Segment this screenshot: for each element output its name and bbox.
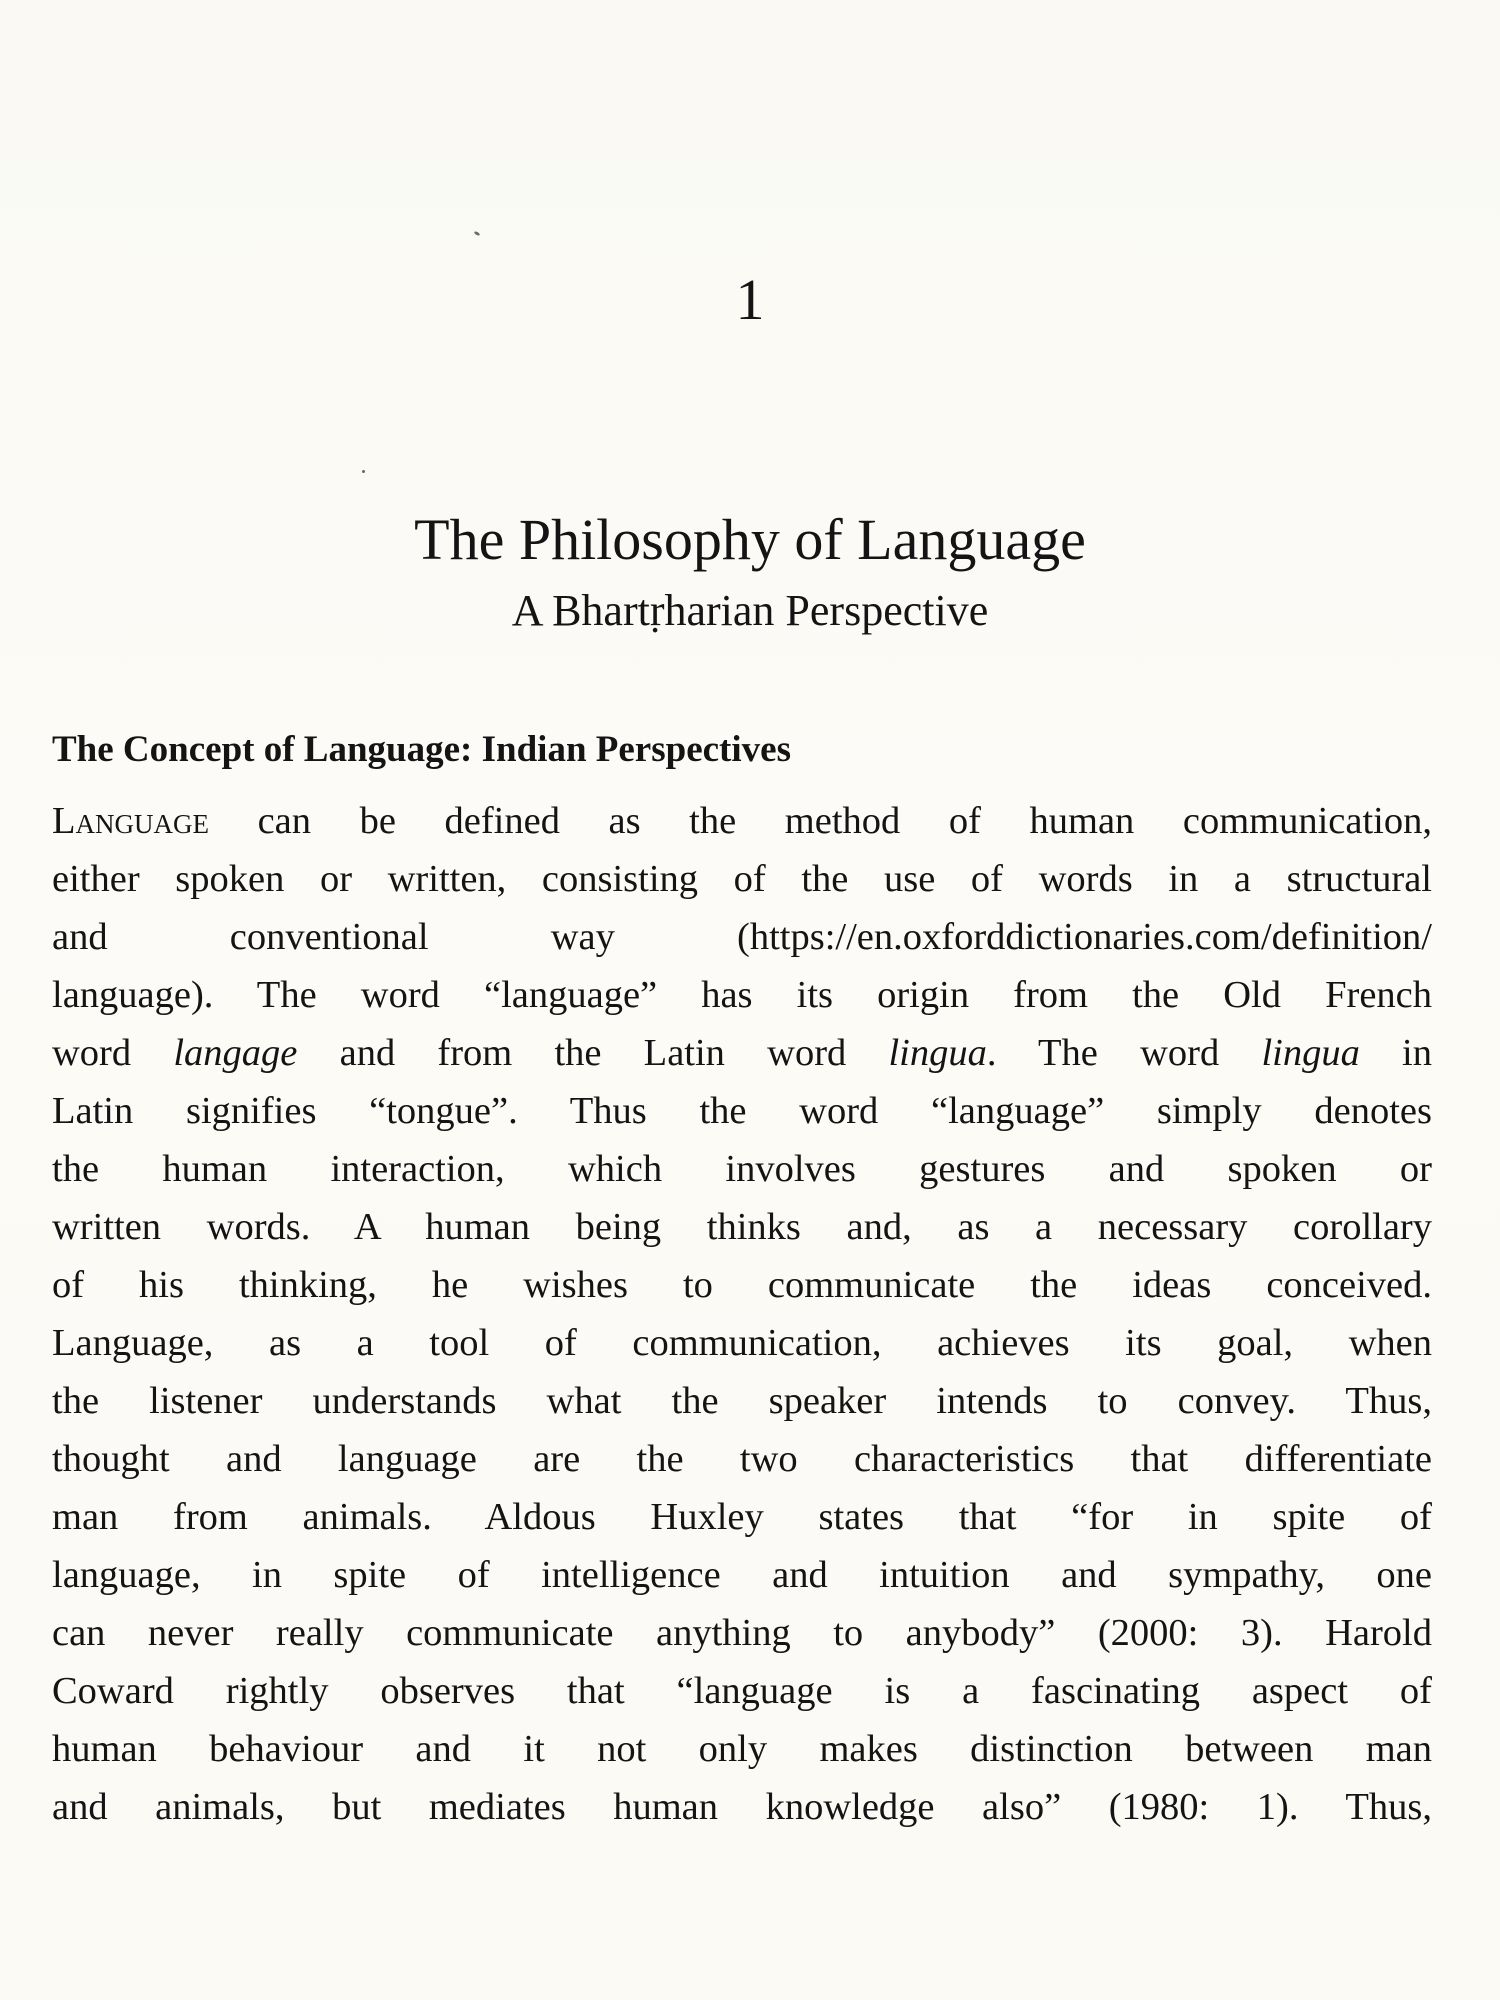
- chapter-subtitle: A Bhartṛharian Perspective: [511, 586, 989, 635]
- body-line: the human interaction, which involves gestures and spoken or: [52, 1148, 1432, 1190]
- body-line: man from animals. Aldous Huxley states that “for in spite of: [52, 1496, 1432, 1538]
- italic-term: lingua: [1261, 1032, 1360, 1074]
- body-line: language). The word “language” has its origin from the Old French: [52, 974, 1432, 1016]
- body-line: the listener understands what the speaker intends to convey. Thus,: [52, 1380, 1432, 1422]
- body-text: and from the Latin word: [297, 1032, 889, 1074]
- body-text: in: [1359, 1032, 1432, 1074]
- chapter-number: 1: [735, 267, 765, 332]
- drop-word-smallcaps: Language: [52, 800, 210, 842]
- body-line: thought and language are the two characteristics that differentiate: [52, 1438, 1432, 1480]
- body-line: Latin signifies “tongue”. Thus the word “language” simply denotes: [52, 1090, 1432, 1132]
- print-speck: [362, 470, 365, 473]
- body-line: [52, 797, 1432, 845]
- body-line: [52, 1029, 1432, 1077]
- body-line: Language, as a tool of communication, achieves its goal, when: [52, 1322, 1432, 1364]
- italic-term: lingua: [888, 1032, 987, 1074]
- body-text: can be defined as the method of human communication,: [209, 800, 1432, 842]
- italic-term: langage: [173, 1032, 298, 1074]
- print-speck: [474, 231, 481, 237]
- body-line: either spoken or written, consisting of the use of words in a structural: [52, 858, 1432, 900]
- body-line: Coward rightly observes that “language is a fascinating aspect of: [52, 1670, 1432, 1712]
- body-line: of his thinking, he wishes to communicate the ideas conceived.: [52, 1264, 1432, 1306]
- body-line: language, in spite of intelligence and intuition and sympathy, one: [52, 1554, 1432, 1596]
- body-line: human behaviour and it not only makes distinction between man: [52, 1728, 1432, 1770]
- body-line: written words. A human being thinks and, as a necessary corollary: [52, 1206, 1432, 1248]
- body-line: and animals, but mediates human knowledge also” (1980: 1). Thus,: [52, 1786, 1432, 1828]
- chapter-title: The Philosophy of Language: [414, 507, 1086, 572]
- body-line: can never really communicate anything to anybody” (2000: 3). Harold: [52, 1612, 1432, 1654]
- body-line: and conventional way (https://en.oxforddictionaries.com/definition/: [52, 916, 1432, 958]
- body-text: word: [52, 1032, 174, 1074]
- body-text: . The word: [986, 1032, 1262, 1074]
- section-heading: The Concept of Language: Indian Perspectives: [52, 729, 791, 770]
